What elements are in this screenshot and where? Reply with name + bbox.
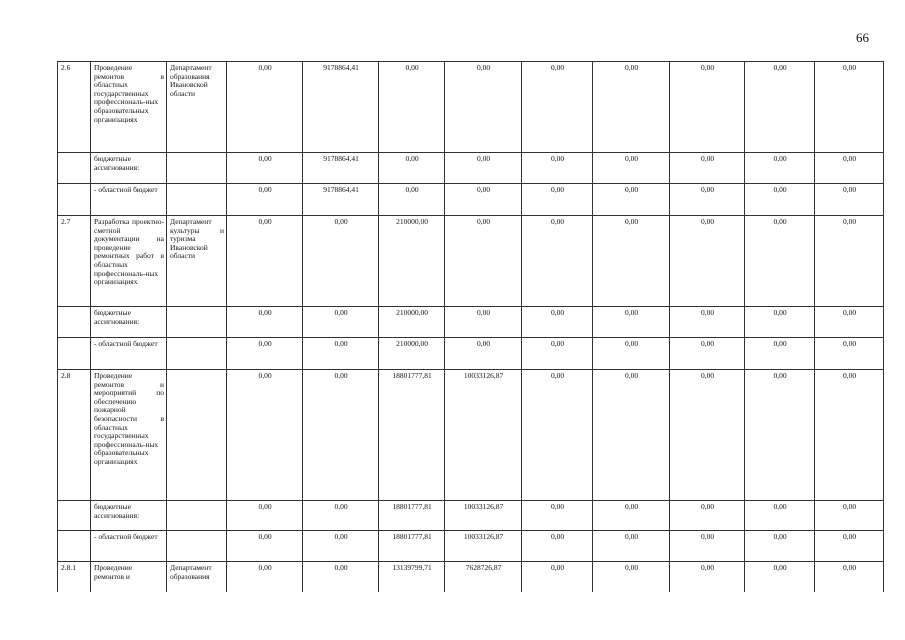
amount-cell: 0,00: [593, 62, 670, 153]
amount-cell: 0,00: [745, 370, 815, 501]
amount-cell: 0,00: [593, 184, 670, 216]
amount-cell: 0,00: [522, 531, 593, 562]
amount-cell: 0,00: [227, 216, 303, 307]
amount-cell: 0,00: [593, 153, 670, 184]
executor-cell: [167, 531, 227, 562]
executor-cell: Департамент культуры и туризма Ивановской области: [167, 216, 227, 307]
table-row: [58, 531, 884, 562]
amount-cell: 0,00: [670, 62, 745, 153]
amount-cell: 0,00: [670, 216, 745, 307]
amount-cell: 0,00: [745, 216, 815, 307]
page-number: 66: [856, 30, 869, 45]
amount-cell: 9178864,41: [303, 62, 379, 153]
amount-cell: 0,00: [593, 338, 670, 370]
amount-cell: 0,00: [227, 184, 303, 216]
amount-cell: 0,00: [745, 153, 815, 184]
budget-table: [57, 61, 884, 592]
amount-cell: 210000,00: [379, 307, 445, 338]
amount-cell: 0,00: [670, 338, 745, 370]
amount-cell: 0,00: [445, 184, 522, 216]
amount-cell: 0,00: [745, 501, 815, 531]
amount-cell: 18801777,81: [379, 501, 445, 531]
amount-cell: 0,00: [815, 531, 884, 562]
executor-cell: [167, 184, 227, 216]
amount-cell: 210000,00: [379, 216, 445, 307]
amount-cell: 0,00: [670, 562, 745, 592]
amount-cell: 0,00: [815, 216, 884, 307]
amount-cell: 0,00: [522, 338, 593, 370]
amount-cell: 0,00: [522, 153, 593, 184]
row-number-cell: 2.8: [58, 370, 91, 501]
amount-cell: 0,00: [445, 307, 522, 338]
amount-cell: 0,00: [227, 501, 303, 531]
executor-cell: Департамент образования Ивановской области: [167, 62, 227, 153]
amount-cell: 0,00: [745, 531, 815, 562]
amount-cell: 0,00: [445, 338, 522, 370]
amount-cell: 0,00: [522, 62, 593, 153]
table-row: [58, 216, 884, 307]
amount-cell: 0,00: [815, 153, 884, 184]
amount-cell: 0,00: [522, 562, 593, 592]
amount-cell: 0,00: [227, 307, 303, 338]
amount-cell: 0,00: [745, 307, 815, 338]
executor-cell: Департамент образования: [167, 562, 227, 592]
description-cell: Проведение ремонтов в областных государственных профессиональ-ных образовательных организациях: [91, 62, 167, 153]
amount-cell: 0,00: [522, 370, 593, 501]
executor-cell: [167, 307, 227, 338]
amount-cell: 0,00: [593, 216, 670, 307]
amount-cell: 0,00: [815, 338, 884, 370]
amount-cell: 0,00: [815, 501, 884, 531]
amount-cell: 0,00: [227, 153, 303, 184]
row-number-cell: [58, 531, 91, 562]
amount-cell: 0,00: [745, 562, 815, 592]
description-cell: - областной бюджет: [91, 184, 167, 216]
description-cell: бюджетные ассигнования:: [91, 501, 167, 531]
amount-cell: 0,00: [670, 531, 745, 562]
amount-cell: 0,00: [593, 501, 670, 531]
executor-cell: [167, 501, 227, 531]
amount-cell: 0,00: [593, 370, 670, 501]
amount-cell: 0,00: [303, 307, 379, 338]
amount-cell: 7628726,87: [445, 562, 522, 592]
row-number-cell: 2.6: [58, 62, 91, 153]
amount-cell: 0,00: [593, 307, 670, 338]
table-row: [58, 307, 884, 338]
description-cell: Проведение ремонтов и: [91, 562, 167, 592]
amount-cell: 9178864,41: [303, 184, 379, 216]
amount-cell: 10033126,87: [445, 501, 522, 531]
row-number-cell: [58, 501, 91, 531]
amount-cell: 0,00: [815, 62, 884, 153]
amount-cell: 18801777,81: [379, 531, 445, 562]
amount-cell: 0,00: [745, 62, 815, 153]
amount-cell: 18801777,81: [379, 370, 445, 501]
amount-cell: 10033126,87: [445, 531, 522, 562]
amount-cell: 0,00: [445, 62, 522, 153]
amount-cell: 0,00: [303, 501, 379, 531]
table-row: [58, 184, 884, 216]
executor-cell: [167, 338, 227, 370]
amount-cell: 0,00: [303, 370, 379, 501]
amount-cell: 9178864,41: [303, 153, 379, 184]
row-number-cell: [58, 307, 91, 338]
amount-cell: 0,00: [379, 184, 445, 216]
row-number-cell: 2.7: [58, 216, 91, 307]
amount-cell: 0,00: [522, 216, 593, 307]
amount-cell: 13139799,71: [379, 562, 445, 592]
amount-cell: 0,00: [379, 62, 445, 153]
executor-cell: [167, 370, 227, 501]
table-row: [58, 62, 884, 153]
amount-cell: 0,00: [522, 501, 593, 531]
amount-cell: 210000,00: [379, 338, 445, 370]
table-row: [58, 370, 884, 501]
amount-cell: 0,00: [303, 531, 379, 562]
amount-cell: 0,00: [227, 370, 303, 501]
description-cell: - областной бюджет: [91, 531, 167, 562]
table-row: [58, 562, 884, 592]
amount-cell: 0,00: [745, 184, 815, 216]
amount-cell: 0,00: [227, 562, 303, 592]
amount-cell: 0,00: [303, 338, 379, 370]
description-cell: Проведение ремонтов и мероприятий по обеспечению пожарной безопасности в областных государственных профессиональ-ных образовательных организациях: [91, 370, 167, 501]
amount-cell: 0,00: [227, 338, 303, 370]
amount-cell: 0,00: [303, 562, 379, 592]
amount-cell: 0,00: [522, 307, 593, 338]
amount-cell: 0,00: [815, 562, 884, 592]
table-row: [58, 153, 884, 184]
table-row: [58, 501, 884, 531]
amount-cell: 0,00: [445, 153, 522, 184]
amount-cell: 0,00: [670, 307, 745, 338]
amount-cell: 0,00: [522, 184, 593, 216]
amount-cell: 0,00: [227, 62, 303, 153]
amount-cell: 0,00: [815, 307, 884, 338]
amount-cell: 0,00: [445, 216, 522, 307]
executor-cell: [167, 153, 227, 184]
description-cell: бюджетные ассигнования:: [91, 307, 167, 338]
row-number-cell: [58, 153, 91, 184]
amount-cell: 0,00: [670, 184, 745, 216]
amount-cell: 0,00: [670, 501, 745, 531]
table-row: [58, 338, 884, 370]
amount-cell: 0,00: [227, 531, 303, 562]
amount-cell: 0,00: [593, 531, 670, 562]
row-number-cell: [58, 338, 91, 370]
description-cell: бюджетные ассигнования:: [91, 153, 167, 184]
description-cell: - областной бюджет: [91, 338, 167, 370]
amount-cell: 0,00: [815, 184, 884, 216]
amount-cell: 0,00: [815, 370, 884, 501]
row-number-cell: [58, 184, 91, 216]
row-number-cell: 2.8.1: [58, 562, 91, 592]
description-cell: Разработка проектно-сметной документации на проведение ремонтных работ в областных профессиональ-ных организациях: [91, 216, 167, 307]
amount-cell: 0,00: [379, 153, 445, 184]
amount-cell: 0,00: [303, 216, 379, 307]
amount-cell: 0,00: [593, 562, 670, 592]
amount-cell: 10033126,87: [445, 370, 522, 501]
amount-cell: 0,00: [670, 153, 745, 184]
amount-cell: 0,00: [670, 370, 745, 501]
amount-cell: 0,00: [745, 338, 815, 370]
